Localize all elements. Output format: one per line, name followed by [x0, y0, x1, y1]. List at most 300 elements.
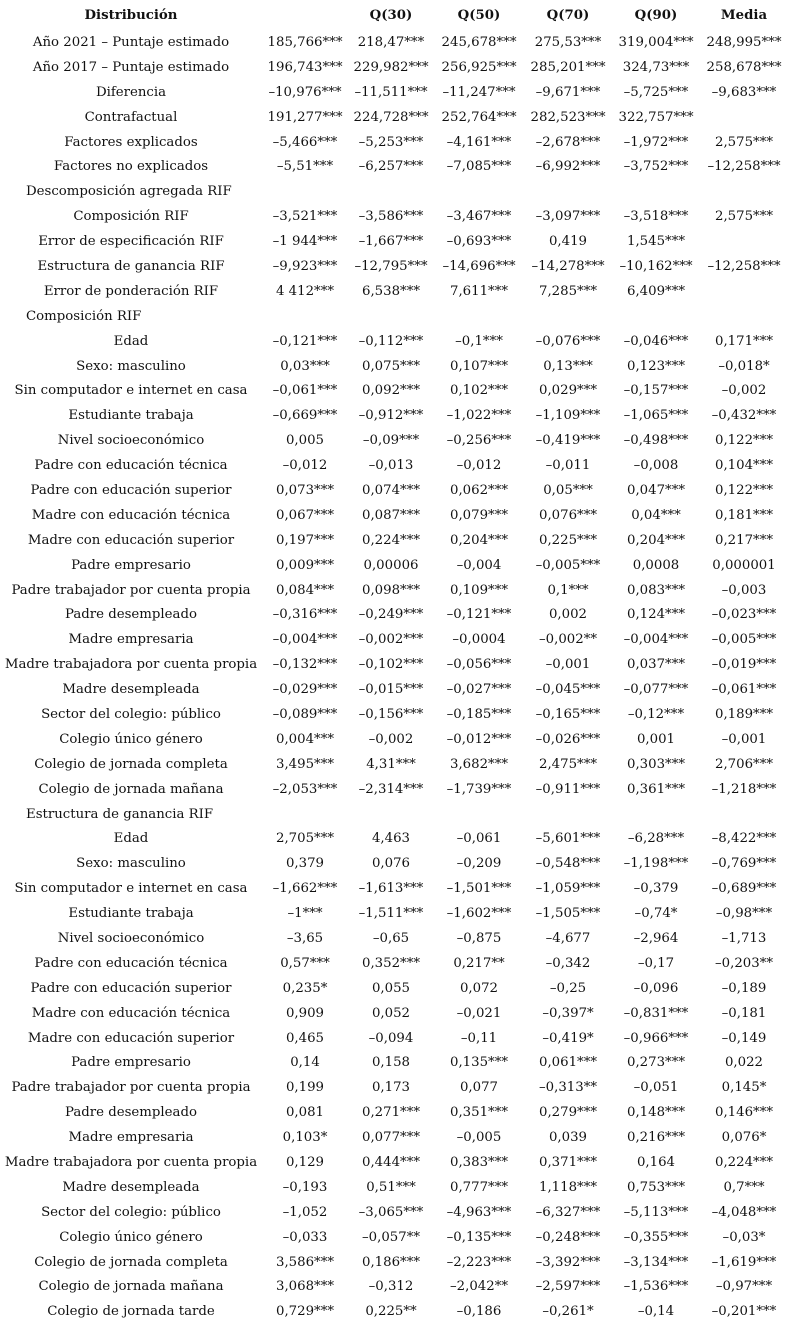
- header-distribucion: Distribución: [84, 7, 178, 23]
- value-cell: 0,084***: [275, 582, 334, 598]
- value-cell: –0,029***: [272, 682, 338, 698]
- value-cell: 0,158: [371, 1055, 411, 1071]
- value-cell: –0,019***: [711, 657, 777, 673]
- value-cell: –1,065***: [623, 408, 689, 424]
- table-row: [0, 1150, 788, 1175]
- value-cell: –1,218***: [711, 781, 777, 797]
- table-row: [0, 578, 788, 603]
- header-q50: Q(50): [457, 7, 501, 23]
- row-label: Sector del colegio: público: [41, 706, 221, 722]
- row-label: Madre trabajadora por cuenta propia: [4, 1155, 258, 1171]
- value-cell: –6,992***: [535, 159, 601, 175]
- row-label: Madre con educación superior: [27, 532, 235, 548]
- row-label: Colegio de jornada tarde: [47, 1304, 215, 1320]
- table-row: [0, 105, 788, 130]
- row-label: Edad: [113, 831, 149, 847]
- value-cell: –1,059***: [535, 881, 601, 897]
- value-cell: 0,371***: [538, 1155, 597, 1171]
- value-cell: 0,062***: [449, 482, 508, 498]
- value-cell: –0,005***: [535, 557, 601, 573]
- value-cell: 0,052: [371, 1005, 411, 1021]
- header-media: Media: [720, 7, 768, 23]
- value-cell: 0,379: [285, 856, 325, 872]
- value-cell: 0,189***: [714, 706, 773, 722]
- value-cell: –2,223***: [446, 1254, 512, 1270]
- value-cell: 0,173: [371, 1080, 411, 1096]
- table-row: [0, 976, 788, 1001]
- value-cell: –1,536***: [623, 1279, 689, 1295]
- value-cell: [434, 179, 524, 204]
- value-cell: –0,061***: [272, 383, 338, 399]
- table-row: [0, 1299, 788, 1324]
- value-cell: 0,039: [548, 1130, 588, 1146]
- row-label: Madre con educación técnica: [31, 1005, 231, 1021]
- table-row: [0, 1275, 788, 1300]
- value-cell: 0,00006: [363, 557, 419, 573]
- value-cell: –9,923***: [272, 258, 338, 274]
- value-cell: 0,444***: [361, 1155, 420, 1171]
- value-cell: 0,079***: [449, 507, 508, 523]
- value-cell: –0,002: [721, 383, 767, 399]
- row-label: Estudiante trabaja: [68, 906, 194, 922]
- value-cell: 0,171***: [714, 333, 773, 349]
- value-cell: 3,682***: [449, 756, 508, 772]
- value-cell: 0,279***: [538, 1105, 597, 1121]
- value-cell: 0,224***: [714, 1155, 773, 1171]
- value-cell: –0,201***: [711, 1304, 777, 1320]
- value-cell: 0,05***: [543, 482, 593, 498]
- value-cell: [524, 179, 612, 204]
- row-label: Padre con educación superior: [30, 980, 232, 996]
- value-cell: –3,467***: [446, 209, 512, 225]
- value-cell: –0,249***: [358, 607, 424, 623]
- value-cell: 3,495***: [275, 756, 334, 772]
- value-cell: 0,055: [371, 980, 411, 996]
- row-label: Contrafactual: [84, 109, 178, 125]
- section-row: [0, 802, 788, 827]
- value-cell: [700, 304, 788, 329]
- value-cell: –0,0004: [452, 632, 506, 648]
- value-cell: –12,258***: [707, 258, 781, 274]
- value-cell: [700, 229, 788, 254]
- value-cell: –0,018*: [718, 358, 770, 374]
- value-cell: –1,511***: [358, 906, 424, 922]
- value-cell: 1,545***: [626, 234, 685, 250]
- table-row: [0, 154, 788, 179]
- value-cell: [524, 802, 612, 827]
- section-row: [0, 304, 788, 329]
- value-cell: –0,189: [721, 980, 767, 996]
- value-cell: 0,216***: [626, 1130, 685, 1146]
- value-cell: 0,124***: [626, 607, 685, 623]
- value-cell: –0,102***: [358, 657, 424, 673]
- value-cell: –10,162***: [619, 258, 693, 274]
- value-cell: 256,925***: [441, 59, 517, 75]
- table-body: [0, 30, 788, 1324]
- value-cell: –5,725***: [623, 84, 689, 100]
- value-cell: –1,662***: [272, 881, 338, 897]
- value-cell: –0,912***: [358, 408, 424, 424]
- table-row: [0, 1175, 788, 1200]
- value-cell: –0,056***: [446, 657, 512, 673]
- value-cell: 0,076***: [538, 507, 597, 523]
- value-cell: 0,0008: [632, 557, 680, 573]
- value-cell: 0,061***: [538, 1055, 597, 1071]
- value-cell: –0,261*: [542, 1304, 594, 1320]
- value-cell: 2,575***: [714, 209, 773, 225]
- value-cell: 0,57***: [280, 955, 330, 971]
- value-cell: –0,061: [456, 831, 502, 847]
- table-row: [0, 1200, 788, 1225]
- value-cell: –0,17: [637, 955, 675, 971]
- value-cell: 0,197***: [275, 532, 334, 548]
- value-cell: 0,303***: [626, 756, 685, 772]
- value-cell: [434, 802, 524, 827]
- value-cell: –5,253***: [358, 134, 424, 150]
- value-cell: –3,65: [286, 931, 324, 946]
- table-row: [0, 1250, 788, 1275]
- value-cell: –0,051: [633, 1080, 679, 1096]
- value-cell: –2,053***: [272, 781, 338, 797]
- value-cell: –4,161***: [446, 134, 512, 150]
- value-cell: –0,061***: [711, 682, 777, 698]
- row-label: Madre con educación técnica: [31, 507, 231, 523]
- row-label: Padre con educación superior: [30, 482, 232, 498]
- row-label: Sexo: masculino: [76, 856, 186, 872]
- table-row: [0, 279, 788, 304]
- value-cell: –1,602***: [446, 906, 512, 922]
- row-label: Padre empresario: [71, 1055, 191, 1071]
- value-cell: 0,037***: [626, 657, 685, 673]
- value-cell: 6,538***: [361, 283, 420, 299]
- value-cell: [700, 105, 788, 130]
- value-cell: –0,027***: [446, 682, 512, 698]
- value-cell: –0,012: [282, 458, 328, 474]
- row-label: Colegio único género: [59, 1229, 203, 1245]
- value-cell: –0,09***: [362, 433, 420, 449]
- value-cell: 0,109***: [449, 582, 508, 598]
- value-cell: –6,327***: [535, 1204, 601, 1220]
- value-cell: –0,181: [721, 1005, 767, 1021]
- table-row: [0, 602, 788, 627]
- value-cell: 0,273***: [626, 1055, 685, 1071]
- value-cell: 0,225**: [365, 1304, 417, 1320]
- value-cell: 0,13***: [543, 358, 593, 374]
- value-cell: –0,248***: [535, 1229, 601, 1245]
- table-row: [0, 951, 788, 976]
- value-cell: 0,076: [371, 856, 411, 872]
- value-cell: 0,145*: [721, 1080, 767, 1096]
- table-row: [0, 130, 788, 155]
- value-cell: –0,096: [633, 980, 679, 996]
- value-cell: –0,004***: [272, 632, 338, 648]
- value-cell: 0,361***: [626, 781, 685, 797]
- value-cell: 0,076*: [721, 1130, 767, 1146]
- value-cell: 229,982***: [353, 59, 429, 75]
- table-row: [0, 1026, 788, 1051]
- value-cell: 285,201***: [530, 59, 606, 75]
- table-row: [0, 229, 788, 254]
- value-cell: 322,757***: [618, 109, 694, 125]
- table-row: [0, 428, 788, 453]
- value-cell: 0,103*: [282, 1130, 328, 1146]
- value-cell: –3,586***: [358, 209, 424, 225]
- value-cell: –1,022***: [446, 408, 512, 424]
- value-cell: 0,217***: [714, 532, 773, 548]
- table-row: [0, 503, 788, 528]
- table-row: [0, 777, 788, 802]
- table-row: [0, 329, 788, 354]
- row-label: Padre empresario: [71, 557, 191, 573]
- value-cell: –9,683***: [711, 84, 777, 100]
- value-cell: –0,021: [456, 1005, 502, 1021]
- value-cell: –14,696***: [442, 258, 516, 274]
- value-cell: 0,186***: [361, 1254, 420, 1270]
- value-cell: 0,217**: [453, 955, 505, 971]
- value-cell: [700, 179, 788, 204]
- value-cell: 224,728***: [353, 109, 429, 125]
- value-cell: 0,122***: [714, 433, 773, 449]
- table-row: [0, 901, 788, 926]
- value-cell: 0,092***: [361, 383, 420, 399]
- value-cell: 0,148***: [626, 1105, 685, 1121]
- table-row: [0, 80, 788, 105]
- row-label: Composición RIF: [26, 308, 142, 324]
- value-cell: –0,002**: [538, 632, 597, 648]
- value-cell: 0,225***: [538, 532, 597, 548]
- value-cell: –0,355***: [623, 1229, 689, 1245]
- table-row: [0, 1125, 788, 1150]
- row-label: Madre trabajadora por cuenta propia: [4, 657, 258, 673]
- header-q70: Q(70): [546, 7, 590, 23]
- row-label: Madre con educación superior: [27, 1030, 235, 1046]
- value-cell: –0,316***: [272, 607, 338, 623]
- value-cell: –0,911***: [535, 781, 601, 797]
- value-cell: –0,157***: [623, 383, 689, 399]
- table-row: [0, 926, 788, 951]
- value-cell: –0,013: [368, 458, 414, 474]
- table-row: [0, 1001, 788, 1026]
- value-cell: –0,011: [545, 458, 591, 474]
- row-label: Edad: [113, 333, 149, 349]
- value-cell: 3,586***: [275, 1254, 334, 1270]
- value-cell: 0,235*: [282, 980, 328, 996]
- value-cell: –1,198***: [623, 856, 689, 872]
- value-cell: 324,73***: [622, 59, 690, 75]
- value-cell: –0,312: [368, 1279, 414, 1295]
- row-label: Madre empresaria: [68, 632, 194, 648]
- value-cell: 0,123***: [626, 358, 685, 374]
- value-cell: 0,000001: [712, 557, 776, 573]
- value-cell: 3,068***: [275, 1279, 334, 1295]
- value-cell: 2,575***: [714, 134, 773, 150]
- value-cell: –0,11: [460, 1030, 498, 1046]
- value-cell: –7,085***: [446, 159, 512, 175]
- value-cell: –0,023***: [711, 607, 777, 623]
- value-cell: –3,521***: [272, 209, 338, 225]
- value-cell: –14,278***: [531, 258, 605, 274]
- value-cell: –0,379: [633, 881, 679, 897]
- value-cell: –0,012***: [446, 731, 512, 747]
- row-label: Estudiante trabaja: [68, 408, 194, 424]
- value-cell: 0,081: [285, 1105, 325, 1121]
- value-cell: 191,277***: [267, 109, 343, 125]
- value-cell: 4,31***: [366, 756, 416, 772]
- value-cell: –0,256***: [446, 433, 512, 449]
- value-cell: –0,342: [545, 955, 591, 971]
- row-label: Sin computador e internet en casa: [14, 383, 248, 399]
- value-cell: –0,121***: [272, 333, 338, 349]
- value-cell: –5,51***: [276, 159, 334, 175]
- value-cell: 4,463: [371, 831, 411, 847]
- value-cell: –0,004***: [623, 632, 689, 648]
- value-cell: 0,098***: [361, 582, 420, 598]
- table-row: [0, 204, 788, 229]
- value-cell: 252,764***: [441, 109, 517, 125]
- value-cell: –0,03*: [722, 1229, 766, 1245]
- value-cell: 282,523***: [530, 109, 606, 125]
- value-cell: 0,777***: [449, 1179, 508, 1195]
- value-cell: –0,135***: [446, 1229, 512, 1245]
- value-cell: 0,04***: [631, 507, 681, 523]
- value-cell: 0,1***: [547, 582, 589, 598]
- value-cell: –0,077***: [623, 682, 689, 698]
- value-cell: –1,052: [282, 1204, 328, 1220]
- value-cell: –1 944***: [272, 234, 338, 250]
- row-label: Factores explicados: [64, 134, 198, 150]
- value-cell: –6,28***: [627, 831, 685, 847]
- value-cell: –1,109***: [535, 408, 601, 424]
- header-q30: Q(30): [369, 7, 413, 23]
- value-cell: [612, 802, 700, 827]
- value-cell: –2,964: [633, 931, 679, 946]
- value-cell: –3,392***: [535, 1254, 601, 1270]
- value-cell: 0,199: [285, 1080, 325, 1096]
- value-cell: –0,045***: [535, 682, 601, 698]
- value-cell: –0,165***: [535, 706, 601, 722]
- row-label: Diferencia: [95, 84, 167, 100]
- value-cell: –5,466***: [272, 134, 338, 150]
- value-cell: 2,705***: [275, 831, 334, 847]
- row-label: Estructura de ganancia RIF: [26, 806, 214, 822]
- value-cell: 0,087***: [361, 507, 420, 523]
- value-cell: –1,739***: [446, 781, 512, 797]
- table-row: [0, 652, 788, 677]
- value-cell: 0,729***: [275, 1304, 334, 1320]
- value-cell: –0,004: [456, 557, 502, 573]
- value-cell: –0,25: [549, 980, 587, 996]
- value-cell: –0,203**: [714, 955, 773, 971]
- value-cell: –0,005***: [711, 632, 777, 648]
- value-cell: –0,966***: [623, 1030, 689, 1046]
- value-cell: [348, 802, 434, 827]
- value-cell: 0,029***: [538, 383, 597, 399]
- table-row: [0, 378, 788, 403]
- value-cell: 0,074***: [361, 482, 420, 498]
- table-row: [0, 827, 788, 852]
- value-cell: 0,004***: [275, 731, 334, 747]
- value-cell: 0,077: [459, 1080, 499, 1096]
- value-cell: 0,075***: [361, 358, 420, 374]
- row-label: Sexo: masculino: [76, 358, 186, 374]
- value-cell: 0,077***: [361, 1130, 420, 1146]
- value-cell: –0,033: [282, 1229, 328, 1245]
- value-cell: –0,669***: [272, 408, 338, 424]
- row-label: Nivel socioeconómico: [57, 433, 205, 449]
- value-cell: 6,409***: [626, 283, 685, 299]
- row-label: Colegio único género: [59, 731, 203, 747]
- value-cell: 0,083***: [626, 582, 685, 598]
- value-cell: –0,689***: [711, 881, 777, 897]
- value-cell: 0,03***: [280, 358, 330, 374]
- value-cell: –0,132***: [272, 657, 338, 673]
- row-label: Colegio de jornada completa: [34, 1254, 228, 1270]
- value-cell: [700, 279, 788, 304]
- table-row: [0, 727, 788, 752]
- value-cell: 258,678***: [706, 59, 782, 75]
- value-cell: –0,432***: [711, 408, 777, 424]
- table-row: [0, 876, 788, 901]
- value-cell: –0,498***: [623, 433, 689, 449]
- row-label: Padre con educación técnica: [34, 955, 228, 971]
- value-cell: –0,186: [456, 1304, 502, 1320]
- value-cell: –0,008: [633, 458, 679, 474]
- value-cell: –0,003: [721, 582, 767, 598]
- value-cell: –4,963***: [446, 1204, 512, 1220]
- value-cell: 2,706***: [714, 756, 773, 772]
- table-row: [0, 528, 788, 553]
- value-cell: –5,601***: [535, 831, 601, 847]
- value-cell: –0,076***: [535, 333, 601, 349]
- value-cell: –0,185***: [446, 706, 512, 722]
- value-cell: 0,022: [724, 1055, 764, 1071]
- value-cell: –4,677: [545, 931, 591, 946]
- value-cell: –0,98***: [715, 906, 773, 922]
- table-row: [0, 851, 788, 876]
- row-label: Estructura de ganancia RIF: [37, 258, 225, 274]
- table-row: [0, 627, 788, 652]
- value-cell: 0,14: [290, 1055, 320, 1071]
- value-cell: –0,149: [721, 1030, 767, 1046]
- value-cell: –0,012: [456, 458, 502, 474]
- value-cell: –0,026***: [535, 731, 601, 747]
- value-cell: 0,204***: [626, 532, 685, 548]
- value-cell: [434, 304, 524, 329]
- header-row: [0, 0, 788, 30]
- value-cell: –0,769***: [711, 856, 777, 872]
- row-label: Madre desempleada: [62, 682, 200, 698]
- value-cell: –0,156***: [358, 706, 424, 722]
- value-cell: 0,073***: [275, 482, 334, 498]
- table-row: [0, 553, 788, 578]
- value-cell: 0,135***: [449, 1055, 508, 1071]
- value-cell: 0,102***: [449, 383, 508, 399]
- row-label: Sin computador e internet en casa: [14, 881, 248, 897]
- value-cell: –3,097***: [535, 209, 601, 225]
- row-label: Nivel socioeconómico: [57, 931, 205, 946]
- row-label: Padre trabajador por cuenta propia: [11, 1080, 251, 1096]
- value-cell: 196,743***: [267, 59, 343, 75]
- value-cell: 0,419: [548, 234, 588, 250]
- value-cell: –0,74*: [634, 906, 678, 922]
- value-cell: –2,042**: [449, 1279, 508, 1295]
- value-cell: –0,65: [372, 931, 410, 946]
- value-cell: 0,129: [285, 1155, 325, 1171]
- value-cell: 0,005: [285, 433, 325, 449]
- table-row: [0, 478, 788, 503]
- value-cell: 245,678***: [441, 34, 517, 50]
- value-cell: 218,47***: [357, 34, 425, 50]
